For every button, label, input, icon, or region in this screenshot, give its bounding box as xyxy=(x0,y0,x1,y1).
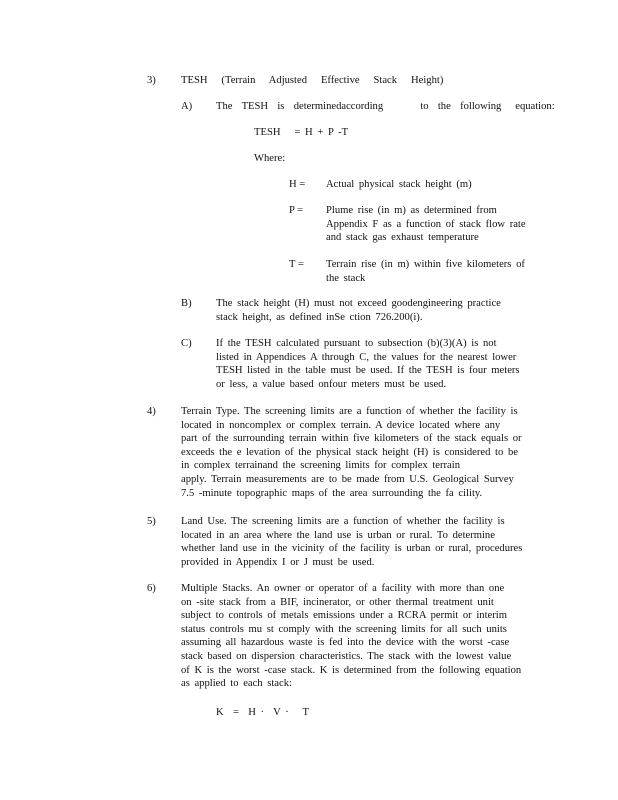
paragraph-line: TESH listed in the table must be used. If the TESH is four meters xyxy=(216,365,520,377)
paragraph-line: stack based on dispersion characteristics. The stack with the lowest value xyxy=(181,650,512,662)
item-6-text xyxy=(181,582,521,691)
paragraph-line: Multiple Stacks. An owner or operator of a facility with more than one xyxy=(181,583,505,594)
definition-line: Terrain rise (in m) within five kilometers of xyxy=(326,259,525,270)
item-5-text xyxy=(181,515,522,569)
paragraph-line: Land Use. The screening limits are a function of whether the facility is xyxy=(181,516,505,527)
paragraph-line: located in an area where the land use is urban or rural. To determine xyxy=(181,529,495,541)
definition-symbol-h: H = xyxy=(289,179,306,190)
item-3a-text: The TESH is determinedaccording to the following equation: xyxy=(216,101,555,112)
paragraph-line: listed in Appendices A through C, the values for the nearest lower xyxy=(216,351,517,363)
paragraph-line: or less, a value based onfour meters must be used. xyxy=(216,378,447,390)
paragraph-line: status controls mu st comply with the screening limits for all such units xyxy=(181,623,507,635)
item-4-number: 4) xyxy=(147,406,156,417)
definition-line: Appendix F as a function of stack flow rate xyxy=(326,218,526,230)
definition-symbol-t: T = xyxy=(289,259,304,270)
definition-t xyxy=(326,258,525,285)
definition-line: Plume rise (in m) as determined from xyxy=(326,205,497,216)
definition-line: and stack gas exhaust temperature xyxy=(326,232,479,244)
item-3b-text xyxy=(216,297,501,324)
item-6-number: 6) xyxy=(147,583,156,594)
item-3c-letter: C) xyxy=(181,338,192,349)
item-5-number: 5) xyxy=(147,516,156,527)
paragraph-line: as applied to each stack: xyxy=(181,678,292,690)
paragraph-line: The stack height (H) must not exceed goodengineering practice xyxy=(216,298,501,309)
item-3c-text xyxy=(216,337,520,391)
k-equation: K = H · V · T xyxy=(216,707,310,718)
paragraph-line: exceeds the e levation of the physical stack height (H) is considered to be xyxy=(181,446,518,458)
item-3-heading: TESH (Terrain Adjusted Effective Stack Height) xyxy=(181,75,444,86)
item-4-text xyxy=(181,405,522,500)
definition-h xyxy=(326,178,472,192)
item-3a-letter: A) xyxy=(181,101,193,112)
paragraph-line: stack height, as defined inSe ction 726.200(i). xyxy=(216,311,423,323)
definition-symbol-p: P = xyxy=(289,205,304,216)
paragraph-line: part of the surrounding terrain within five kilometers of the stack equals or xyxy=(181,433,522,445)
paragraph-line: whether land use in the vicinity of the facility is urban or rural, procedures xyxy=(181,543,523,555)
paragraph-line: subject to controls of metals emissions under a RCRA permit or interim xyxy=(181,610,507,622)
item-3-number: 3) xyxy=(147,75,156,86)
paragraph-line: If the TESH calculated pursuant to subsection (b)(3)(A) is not xyxy=(216,338,497,349)
paragraph-line: Terrain Type. The screening limits are a function of whether the facility is xyxy=(181,406,518,417)
paragraph-line: located in noncomplex or complex terrain. A device located where any xyxy=(181,419,501,431)
paragraph-line: provided in Appendix I or J must be used. xyxy=(181,556,375,568)
paragraph-line: on -site stack from a BIF, incinerator, or other thermal treatment unit xyxy=(181,596,494,608)
definition-line: the stack xyxy=(326,272,366,284)
paragraph-line: 7.5 -minute topographic maps of the area surrounding the fa cility. xyxy=(181,487,483,499)
definition-p xyxy=(326,204,526,245)
paragraph-line: assuming all hazardous waste is fed into the device with the worst -case xyxy=(181,637,510,649)
paragraph-line: apply. Terrain measurements are to be made from U.S. Geological Survey xyxy=(181,473,514,485)
definition-line: Actual physical stack height (m) xyxy=(326,179,472,190)
paragraph-line: of K is the worst -case stack. K is determined from the following equation xyxy=(181,664,522,676)
item-3b-letter: B) xyxy=(181,298,192,309)
paragraph-line: in complex terrainand the screening limits for complex terrain xyxy=(181,460,460,472)
where-label: Where: xyxy=(254,153,286,164)
tesh-equation: TESH = H + P -T xyxy=(254,127,349,138)
